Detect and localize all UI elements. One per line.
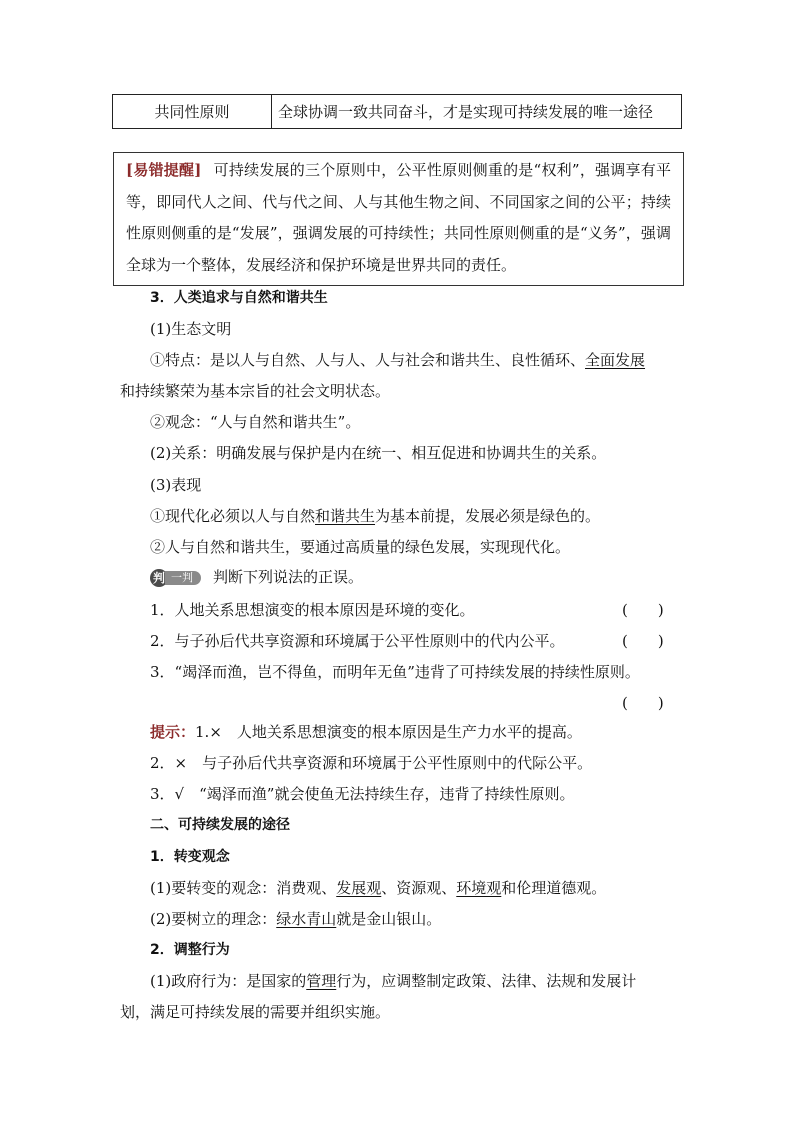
error-tip-tag: [易错提醒]: [126, 161, 202, 179]
eco-feature-text: ①特点：是以人与自然、人与人、人与社会和谐共生、良性循环、: [150, 351, 586, 369]
relation-line: (2)关系：明确发展与保护是内在统一、相互促进和协调共生的关系。: [150, 444, 607, 462]
concept-change-line: [150, 877, 606, 898]
section-heading-pathways: 二、可持续发展的途径: [150, 817, 290, 833]
answer-blank-2[interactable]: ( ): [622, 632, 664, 650]
subheading-change-concept: 1．转变观念: [150, 849, 230, 865]
answer-blank-1[interactable]: ( ): [622, 601, 664, 619]
concept-text: 和伦理道德观。: [501, 879, 607, 897]
hint-answer-3: 3．√ “竭泽而渔”就会使鱼无法持续生存，违背了持续性原则。: [150, 785, 575, 803]
concept-establish-line: [150, 908, 441, 929]
concept-text: (2)要树立的理念：: [150, 910, 277, 928]
performance-heading: (3)表现: [150, 476, 202, 494]
performance-item-1: [150, 505, 600, 526]
government-text: 行为，应调整制定政策、法律、法规和发展计: [336, 972, 637, 990]
hint-text: 1.× 人地关系思想演变的根本原因是生产力水平的提高。: [195, 723, 582, 741]
government-behavior-line2: 划，满足可持续发展的需要并组织实施。: [120, 1003, 391, 1021]
performance-item-2: ②人与自然和谐共生，要通过高质量的绿色发展，实现现代化。: [150, 538, 571, 556]
performance-text: 为基本前提，发展必须是绿色的。: [375, 507, 601, 525]
underlined-term: 管理: [306, 972, 337, 990]
subheading-adjust-behavior: 2．调整行为: [150, 942, 230, 958]
principle-table: [112, 94, 682, 129]
hint-answer-2: 2．× 与子孙后代共享资源和环境属于公平性原则中的代际公平。: [150, 754, 593, 772]
error-tip-box: [113, 152, 684, 286]
eco-feature-line1: [150, 349, 645, 370]
concept-text: 、资源观、: [381, 879, 457, 897]
underlined-term: 发展观: [336, 879, 382, 897]
government-behavior-line1: [150, 970, 636, 991]
judge-question-3: 3．“竭泽而渔，岂不得鱼，而明年无鱼”违背了可持续发展的持续性原则。: [150, 663, 640, 681]
concept-text: (1)要转变的观念：消费观、: [150, 879, 337, 897]
error-tip-text: 可持续发展的三个原则中，公平性原则侧重的是“权利”，强调享有平等，即同代人之间、代与代之间、人与其他生物之间、不同国家之间的公平；持续性原则侧重的是“发展”，强调发展的可持续性；共同性原则侧重的是“义务”，强调全球为一个整体，发展经济和保护环境是世界共同的责任。: [126, 161, 671, 274]
eco-feature-line2: 和持续繁荣为基本宗旨的社会文明状态。: [120, 382, 391, 400]
government-text: (1)政府行为：是国家的: [150, 972, 307, 990]
judge-question-2: 2．与子孙后代共享资源和环境属于公平性原则中的代内公平。: [150, 632, 565, 650]
section-heading-harmony: 3．人类追求与自然和谐共生: [150, 290, 328, 306]
underlined-term: 全面发展: [585, 351, 646, 369]
underlined-term: 环境观: [456, 879, 502, 897]
judge-intro-line: [150, 566, 363, 587]
hint-label: 提示：: [150, 723, 196, 741]
eco-concept: ②观念：“人与自然和谐共生”。: [150, 413, 361, 431]
concept-text: 就是金山银山。: [336, 910, 442, 928]
underlined-term: 绿水青山: [276, 910, 337, 928]
principle-name-cell: 共同性原则: [113, 95, 272, 129]
underlined-term: 和谐共生: [315, 507, 376, 525]
principle-desc-cell: 全球协调一致共同奋斗，才是实现可持续发展的唯一途径: [272, 95, 682, 129]
judge-intro-text: 判断下列说法的正误。: [213, 568, 364, 586]
judge-badge-icon: 判 一判: [150, 569, 201, 587]
table-row: [113, 95, 682, 129]
eco-civilization-heading: (1)生态文明: [150, 320, 232, 338]
judge-question-1: 1．人地关系思想演变的根本原因是环境的变化。: [150, 601, 475, 619]
hint-answer-1: [150, 721, 582, 742]
answer-blank-3[interactable]: ( ): [622, 694, 664, 712]
performance-text: ①现代化必须以人与自然: [150, 507, 316, 525]
